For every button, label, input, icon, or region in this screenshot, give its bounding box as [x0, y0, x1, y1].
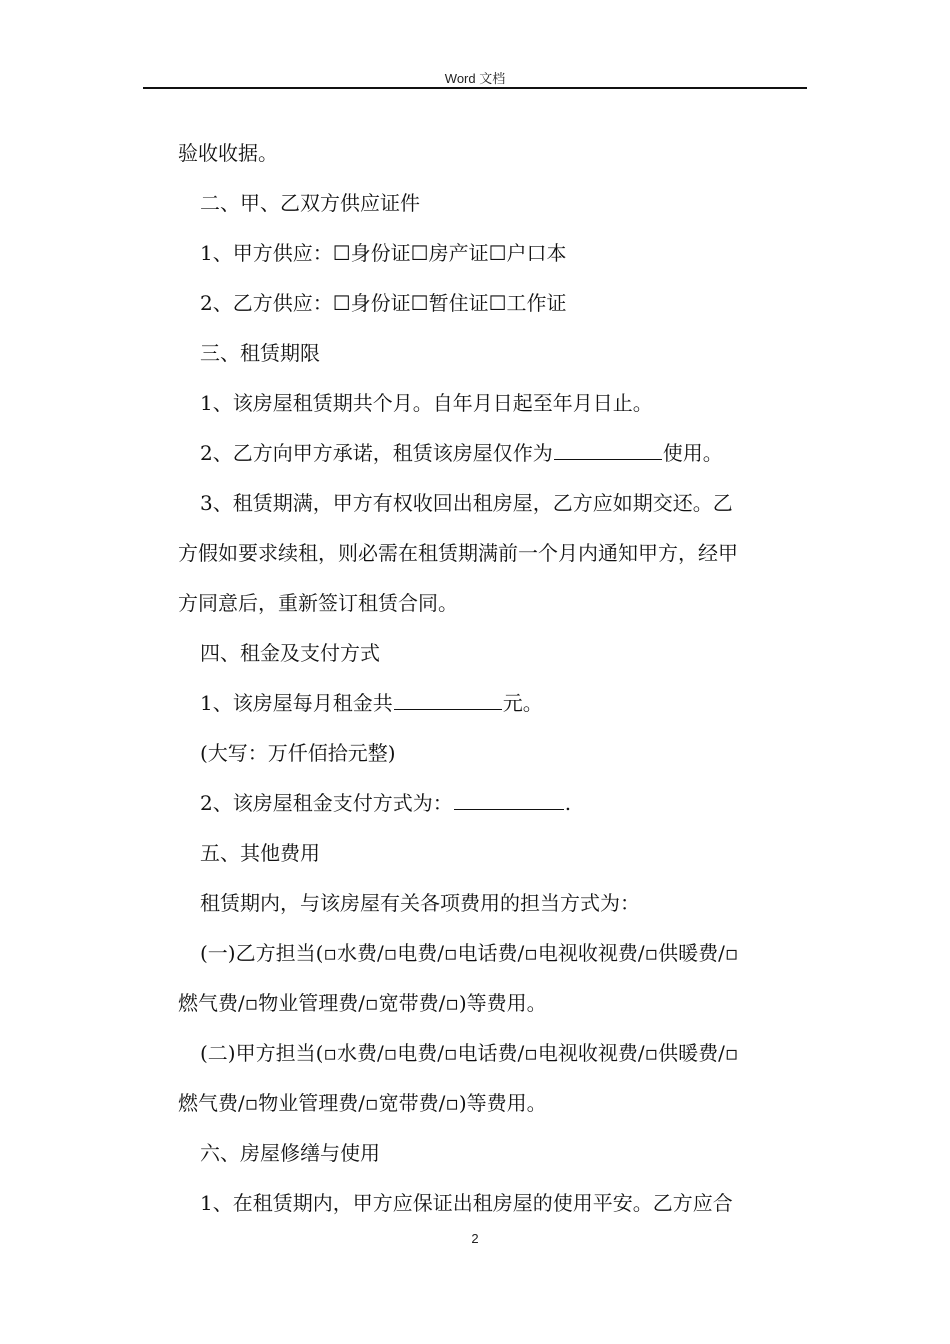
paragraph-line: 验收收据。 — [178, 141, 278, 165]
paragraph-line: 1、在租赁期内，甲方应保证出租房屋的使用平安。乙方应合 — [200, 1191, 733, 1215]
paragraph-line: 2、乙方供应：☐身份证☐暂住证☐工作证 — [200, 291, 567, 315]
header-divider — [143, 87, 807, 89]
text-segment: 2、乙方向甲方承诺，租赁该房屋仅作为 — [200, 441, 553, 465]
text-segment: 2、该房屋租金支付方式为： — [200, 791, 453, 815]
text-segment: . — [564, 791, 572, 815]
section-heading-rent: 四、租金及支付方式 — [200, 641, 380, 665]
paragraph-line: (一)乙方担当(▫水费/▫电费/▫电话费/▫电视收视费/▫供暖费/▫ — [200, 941, 739, 965]
text-segment: 使用。 — [662, 441, 723, 465]
document-body — [178, 128, 808, 1228]
paragraph-line — [178, 428, 808, 478]
page-number: 2 — [471, 1231, 479, 1246]
section-heading-lease-term: 三、租赁期限 — [200, 341, 320, 365]
fill-in-blank — [554, 439, 662, 460]
paragraph-line — [178, 778, 808, 828]
paragraph-line: 租赁期内，与该房屋有关各项费用的担当方式为： — [200, 891, 640, 915]
paragraph-line: 方同意后，重新签订租赁合同。 — [178, 591, 458, 615]
paragraph-line: 1、甲方供应：☐身份证☐房产证☐户口本 — [200, 241, 567, 265]
section-heading-repairs: 六、房屋修缮与使用 — [200, 1141, 380, 1165]
text-segment: 1、该房屋每月租金共 — [200, 691, 393, 715]
fill-in-blank — [454, 789, 564, 810]
paragraph-line: 1、该房屋租赁期共个月。自年月日起至年月日止。 — [200, 391, 653, 415]
text-segment: 元。 — [502, 691, 543, 715]
paragraph-line: 燃气费/▫物业管理费/▫宽带费/▫)等费用。 — [178, 991, 547, 1015]
paragraph-line: 3、租赁期满，甲方有权收回出租房屋，乙方应如期交还。乙 — [200, 491, 733, 515]
page-header: Word 文档 — [444, 71, 506, 86]
section-heading-other-fees: 五、其他费用 — [200, 841, 320, 865]
paragraph-line: (二)甲方担当(▫水费/▫电费/▫电话费/▫电视收视费/▫供暖费/▫ — [200, 1041, 739, 1065]
paragraph-line — [178, 678, 808, 728]
paragraph-line: (大写：万仟佰拾元整) — [200, 741, 396, 765]
section-heading-certificates: 二、甲、乙双方供应证件 — [200, 191, 420, 215]
paragraph-line: 燃气费/▫物业管理费/▫宽带费/▫)等费用。 — [178, 1091, 547, 1115]
paragraph-line: 方假如要求续租，则必需在租赁期满前一个月内通知甲方，经甲 — [178, 541, 738, 565]
fill-in-blank — [394, 689, 502, 710]
